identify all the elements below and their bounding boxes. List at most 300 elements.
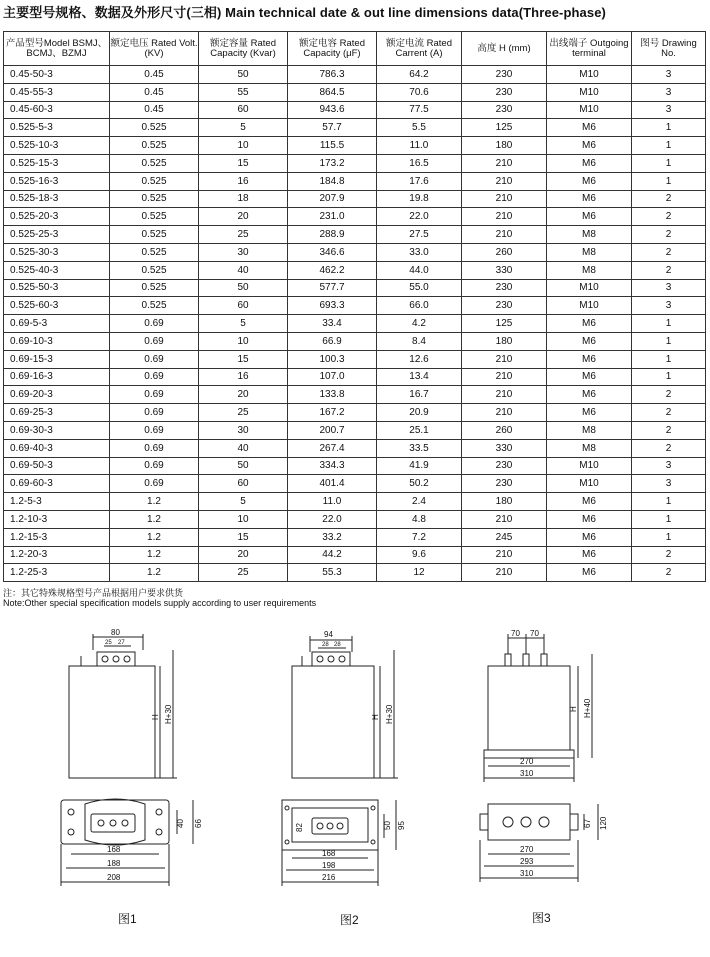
table-cell: 55.3 — [288, 564, 377, 582]
table-cell: 4.8 — [377, 510, 462, 528]
table-row — [4, 226, 706, 244]
table-cell: 20 — [199, 546, 288, 564]
table-cell: 0.525-16-3 — [4, 172, 110, 190]
table-cell: M10 — [547, 279, 632, 297]
table-cell: 210 — [462, 190, 547, 208]
table-cell: 0.525-15-3 — [4, 154, 110, 172]
table-cell: 115.5 — [288, 137, 377, 155]
table-cell: 0.69-20-3 — [4, 386, 110, 404]
table-cell: 60 — [199, 297, 288, 315]
table-cell: 0.45 — [110, 101, 199, 119]
fig2-dim-height: H — [371, 714, 380, 720]
table-cell: 3 — [632, 475, 706, 493]
table-cell: M6 — [547, 332, 632, 350]
table-cell: 2 — [632, 421, 706, 439]
table-row — [4, 564, 706, 582]
note-cn: 注：其它特殊规格型号产品根据用户要求供货 — [3, 588, 184, 598]
table-cell: 210 — [462, 404, 547, 422]
table-cell: M10 — [547, 457, 632, 475]
table-cell: 19.8 — [377, 190, 462, 208]
table-cell: 1.2-10-3 — [4, 510, 110, 528]
table-cell: 210 — [462, 172, 547, 190]
table-cell: M8 — [547, 226, 632, 244]
table-cell: 2 — [632, 226, 706, 244]
table-cell: 0.69 — [110, 386, 199, 404]
table-cell: 2 — [632, 386, 706, 404]
table-cell: 60 — [199, 101, 288, 119]
table-cell: 11.0 — [377, 137, 462, 155]
table-cell: 20 — [199, 386, 288, 404]
table-cell: 2 — [632, 261, 706, 279]
table-cell: 462.2 — [288, 261, 377, 279]
table-cell: 0.69 — [110, 421, 199, 439]
note-en: Note:Other special specification models supply according to user requirements — [3, 598, 317, 608]
fig1-dim-height: H — [151, 714, 160, 720]
table-cell: 125 — [462, 119, 547, 137]
table-cell: 66.9 — [288, 332, 377, 350]
table-cell: 1.2 — [110, 564, 199, 582]
table-cell: 13.4 — [377, 368, 462, 386]
table-row — [4, 297, 706, 315]
table-cell: 50 — [199, 279, 288, 297]
fig3-dim-w3: 310 — [520, 869, 534, 878]
table-cell: 180 — [462, 493, 547, 511]
table-row — [4, 350, 706, 368]
table-cell: 16.7 — [377, 386, 462, 404]
table-cell: M6 — [547, 350, 632, 368]
table-cell: 33.5 — [377, 439, 462, 457]
table-cell: 60 — [199, 475, 288, 493]
table-cell: 230 — [462, 83, 547, 101]
table-cell: 1 — [632, 315, 706, 333]
table-cell: 10 — [199, 137, 288, 155]
table-row — [4, 439, 706, 457]
fig1-dim-w3: 208 — [107, 873, 121, 882]
table-cell: 1 — [632, 350, 706, 368]
fig1-dim-top-width: 80 — [111, 628, 120, 637]
table-cell: 334.3 — [288, 457, 377, 475]
table-cell: 3 — [632, 66, 706, 84]
table-cell: M6 — [547, 386, 632, 404]
table-cell: 1 — [632, 119, 706, 137]
table-cell: M6 — [547, 564, 632, 582]
table-cell: 230 — [462, 66, 547, 84]
table-cell: 18 — [199, 190, 288, 208]
table-cell: 2.4 — [377, 493, 462, 511]
table-cell: 260 — [462, 421, 547, 439]
table-cell: 17.6 — [377, 172, 462, 190]
table-row — [4, 546, 706, 564]
table-row — [4, 368, 706, 386]
table-cell: 1 — [632, 528, 706, 546]
table-cell: 1.2 — [110, 546, 199, 564]
table-cell: 0.45 — [110, 66, 199, 84]
table-cell: 40 — [199, 439, 288, 457]
table-cell: 0.525 — [110, 297, 199, 315]
table-cell: 12 — [377, 564, 462, 582]
table-cell: 27.5 — [377, 226, 462, 244]
table-cell: 3 — [632, 101, 706, 119]
table-cell: 20 — [199, 208, 288, 226]
table-cell: 5.5 — [377, 119, 462, 137]
table-cell: 0.525-40-3 — [4, 261, 110, 279]
table-cell: M10 — [547, 66, 632, 84]
fig3-dim-w1: 270 — [520, 845, 534, 854]
fig2-dim-term-a: 28 — [322, 642, 329, 648]
table-row — [4, 315, 706, 333]
table-row — [4, 243, 706, 261]
table-cell: 0.69 — [110, 368, 199, 386]
fig2-dim-mount-outer: 95 — [397, 821, 406, 830]
table-cell: 245 — [462, 528, 547, 546]
table-cell: 1.2-15-3 — [4, 528, 110, 546]
table-cell: M6 — [547, 368, 632, 386]
table-cell: 77.5 — [377, 101, 462, 119]
table-cell: 0.69 — [110, 404, 199, 422]
table-cell: 50 — [199, 66, 288, 84]
fig3-dim-mount-outer: 120 — [599, 816, 608, 830]
table-cell: M8 — [547, 261, 632, 279]
table-cell: 100.3 — [288, 350, 377, 368]
table-cell: 1 — [632, 510, 706, 528]
table-cell: 2 — [632, 404, 706, 422]
table-cell: 0.69-10-3 — [4, 332, 110, 350]
table-cell: 0.45-55-3 — [4, 83, 110, 101]
table-cell: 0.525-5-3 — [4, 119, 110, 137]
table-cell: 2 — [632, 208, 706, 226]
table-cell: 0.525 — [110, 119, 199, 137]
table-cell: 230 — [462, 297, 547, 315]
table-cell: 7.2 — [377, 528, 462, 546]
column-header: 额定电压 Rated Volt. (KV) — [110, 32, 199, 66]
table-cell: 210 — [462, 546, 547, 564]
table-cell: 167.2 — [288, 404, 377, 422]
table-row — [4, 190, 706, 208]
table-cell: 1 — [632, 154, 706, 172]
fig3-diagram — [478, 628, 638, 893]
fig1-dim-w1: 168 — [107, 845, 121, 854]
table-cell: 0.69-40-3 — [4, 439, 110, 457]
fig1-dim-mount-inner: 40 — [176, 819, 185, 828]
table-cell: 3 — [632, 279, 706, 297]
table-cell: 8.4 — [377, 332, 462, 350]
table-cell: 44.2 — [288, 546, 377, 564]
table-cell: 288.9 — [288, 226, 377, 244]
table-cell: 10 — [199, 510, 288, 528]
spec-table — [3, 31, 706, 582]
drawing-fig3 — [478, 628, 638, 925]
fig1-dim-w2: 188 — [107, 859, 121, 868]
fig3-dim-w2: 293 — [520, 857, 534, 866]
column-header: 高度 H (mm) — [462, 32, 547, 66]
table-cell: 577.7 — [288, 279, 377, 297]
table-cell: 30 — [199, 243, 288, 261]
table-cell: M10 — [547, 83, 632, 101]
table-cell: 0.525 — [110, 243, 199, 261]
table-cell: 0.69-50-3 — [4, 457, 110, 475]
fig1-label: 图1 — [118, 912, 137, 926]
fig2-dim-w3: 216 — [322, 873, 336, 882]
table-cell: 230 — [462, 279, 547, 297]
table-cell: 1 — [632, 172, 706, 190]
table-cell: M8 — [547, 439, 632, 457]
table-cell: 0.525-60-3 — [4, 297, 110, 315]
table-cell: 12.6 — [377, 350, 462, 368]
table-cell: 5 — [199, 119, 288, 137]
fig2-dim-top-width: 94 — [324, 630, 333, 639]
table-cell: M6 — [547, 190, 632, 208]
column-header: 额定电容 Rated Capacity (μF) — [288, 32, 377, 66]
table-cell: 200.7 — [288, 421, 377, 439]
table-cell: M6 — [547, 528, 632, 546]
table-row — [4, 172, 706, 190]
table-row — [4, 457, 706, 475]
table-row — [4, 279, 706, 297]
table-cell: 0.525-50-3 — [4, 279, 110, 297]
table-cell: 0.69 — [110, 315, 199, 333]
fig2-dim-mount-inner: 50 — [383, 821, 392, 830]
table-row — [4, 493, 706, 511]
table-cell: 30 — [199, 421, 288, 439]
table-cell: 25 — [199, 226, 288, 244]
table-row — [4, 83, 706, 101]
drawing-fig1 — [55, 628, 215, 926]
fig3-dim-front-b: 310 — [520, 769, 534, 778]
table-cell: 1 — [632, 137, 706, 155]
fig2-dim-height-total: H+30 — [385, 704, 394, 724]
table-cell: 41.9 — [377, 457, 462, 475]
table-cell: 50.2 — [377, 475, 462, 493]
column-header: 额定电流 Rated Carrent (A) — [377, 32, 462, 66]
table-cell: M6 — [547, 208, 632, 226]
table-cell: 210 — [462, 226, 547, 244]
table-cell: 173.2 — [288, 154, 377, 172]
table-cell: 0.525 — [110, 208, 199, 226]
table-cell: 64.2 — [377, 66, 462, 84]
page-title: 主要型号规格、数据及外形尺寸(三相) Main technical date & out line dimensions data(Three-phase) — [3, 5, 606, 20]
table-cell: 25.1 — [377, 421, 462, 439]
fig2-dim-term-b: 28 — [334, 642, 341, 648]
table-cell: 125 — [462, 315, 547, 333]
table-cell: 10 — [199, 332, 288, 350]
table-cell: 133.8 — [288, 386, 377, 404]
table-cell: 15 — [199, 350, 288, 368]
fig1-dim-height-total: H+30 — [164, 704, 173, 724]
fig2-dim-base-left: 82 — [295, 823, 304, 832]
table-row — [4, 208, 706, 226]
table-cell: M10 — [547, 475, 632, 493]
table-cell: 44.0 — [377, 261, 462, 279]
table-cell: M6 — [547, 404, 632, 422]
table-cell: 9.6 — [377, 546, 462, 564]
fig3-dim-front-a: 270 — [520, 757, 534, 766]
table-cell: 2 — [632, 439, 706, 457]
table-cell: 16 — [199, 172, 288, 190]
table-cell: 3 — [632, 297, 706, 315]
table-cell: 0.525 — [110, 154, 199, 172]
table-cell: 267.4 — [288, 439, 377, 457]
table-cell: 180 — [462, 332, 547, 350]
table-cell: M6 — [547, 137, 632, 155]
table-cell: 0.69-30-3 — [4, 421, 110, 439]
table-cell: 0.525 — [110, 226, 199, 244]
table-cell: 0.525 — [110, 137, 199, 155]
table-cell: 210 — [462, 564, 547, 582]
table-cell: 693.3 — [288, 297, 377, 315]
table-cell: 184.8 — [288, 172, 377, 190]
table-cell: 16 — [199, 368, 288, 386]
table-cell: 22.0 — [377, 208, 462, 226]
spec-table-header — [4, 32, 706, 66]
table-cell: 1.2-25-3 — [4, 564, 110, 582]
table-cell: M6 — [547, 510, 632, 528]
table-cell: 15 — [199, 154, 288, 172]
table-cell: 1.2-5-3 — [4, 493, 110, 511]
table-cell: 66.0 — [377, 297, 462, 315]
fig3-dim-height-total: H+40 — [583, 698, 592, 718]
table-row — [4, 386, 706, 404]
spec-table-body — [4, 66, 706, 582]
table-cell: 2 — [632, 564, 706, 582]
table-cell: 22.0 — [288, 510, 377, 528]
fig2-dim-w1: 168 — [322, 849, 336, 858]
table-cell: 401.4 — [288, 475, 377, 493]
table-cell: M6 — [547, 172, 632, 190]
table-cell: 864.5 — [288, 83, 377, 101]
table-row — [4, 119, 706, 137]
table-cell: M8 — [547, 421, 632, 439]
table-cell: 40 — [199, 261, 288, 279]
table-cell: M6 — [547, 493, 632, 511]
table-cell: M6 — [547, 546, 632, 564]
table-row — [4, 421, 706, 439]
table-cell: 210 — [462, 208, 547, 226]
table-cell: 33.4 — [288, 315, 377, 333]
table-cell: 55 — [199, 83, 288, 101]
table-cell: 210 — [462, 350, 547, 368]
table-cell: 0.525-30-3 — [4, 243, 110, 261]
table-cell: M8 — [547, 243, 632, 261]
table-cell: 0.525 — [110, 190, 199, 208]
fig2-diagram — [278, 628, 418, 893]
table-cell: 1.2 — [110, 528, 199, 546]
fig3-dim-mount-inner: 67 — [583, 819, 592, 828]
table-cell: M6 — [547, 315, 632, 333]
table-cell: 5 — [199, 315, 288, 333]
fig1-diagram — [55, 628, 215, 893]
table-cell: 210 — [462, 368, 547, 386]
table-cell: 11.0 — [288, 493, 377, 511]
table-cell: 5 — [199, 493, 288, 511]
table-cell: 0.45-60-3 — [4, 101, 110, 119]
table-cell: M6 — [547, 154, 632, 172]
table-cell: 260 — [462, 243, 547, 261]
table-cell: 1 — [632, 368, 706, 386]
table-cell: 2 — [632, 243, 706, 261]
table-cell: 0.525 — [110, 172, 199, 190]
table-cell: 0.69 — [110, 332, 199, 350]
table-cell: 0.69 — [110, 457, 199, 475]
table-cell: 943.6 — [288, 101, 377, 119]
table-cell: 0.69 — [110, 475, 199, 493]
table-cell: 25 — [199, 564, 288, 582]
table-cell: 0.69-5-3 — [4, 315, 110, 333]
table-cell: 0.45 — [110, 83, 199, 101]
table-row — [4, 404, 706, 422]
table-cell: 16.5 — [377, 154, 462, 172]
table-cell: 0.69-25-3 — [4, 404, 110, 422]
table-cell: 230 — [462, 475, 547, 493]
table-cell: 180 — [462, 137, 547, 155]
table-cell: 107.0 — [288, 368, 377, 386]
table-cell: 330 — [462, 439, 547, 457]
table-cell: 33.0 — [377, 243, 462, 261]
table-cell: M10 — [547, 101, 632, 119]
table-cell: 0.525 — [110, 279, 199, 297]
table-row — [4, 101, 706, 119]
table-cell: 231.0 — [288, 208, 377, 226]
table-cell: 0.525-10-3 — [4, 137, 110, 155]
table-cell: 1.2 — [110, 510, 199, 528]
table-cell: 0.69 — [110, 350, 199, 368]
table-cell: 2 — [632, 546, 706, 564]
table-cell: 210 — [462, 386, 547, 404]
table-cell: 55.0 — [377, 279, 462, 297]
table-cell: M10 — [547, 297, 632, 315]
table-row — [4, 528, 706, 546]
drawing-fig2 — [278, 628, 418, 927]
table-cell: 3 — [632, 83, 706, 101]
column-header: 图号 Drawing No. — [632, 32, 706, 66]
table-cell: 210 — [462, 154, 547, 172]
table-cell: 1 — [632, 493, 706, 511]
fig1-dim-mount-outer: 66 — [194, 819, 203, 828]
table-cell: 230 — [462, 457, 547, 475]
table-cell: 346.6 — [288, 243, 377, 261]
table-cell: 0.525 — [110, 261, 199, 279]
table-cell: 20.9 — [377, 404, 462, 422]
fig2-dim-w2: 198 — [322, 861, 336, 870]
fig2-label: 图2 — [340, 913, 359, 927]
table-cell: 330 — [462, 261, 547, 279]
table-row — [4, 154, 706, 172]
table-cell: 3 — [632, 457, 706, 475]
fig3-dim-term-a: 70 — [511, 629, 520, 638]
table-row — [4, 475, 706, 493]
table-cell: 4.2 — [377, 315, 462, 333]
table-cell: 1.2 — [110, 493, 199, 511]
fig1-dim-term-b: 27 — [118, 640, 125, 646]
table-cell: 0.525-25-3 — [4, 226, 110, 244]
table-cell: 0.69-15-3 — [4, 350, 110, 368]
fig1-dim-term-a: 25 — [105, 640, 112, 646]
table-cell: 230 — [462, 101, 547, 119]
table-row — [4, 66, 706, 84]
table-cell: M6 — [547, 119, 632, 137]
table-cell: 207.9 — [288, 190, 377, 208]
table-cell: 33.2 — [288, 528, 377, 546]
table-cell: 57.7 — [288, 119, 377, 137]
table-row — [4, 261, 706, 279]
table-cell: 0.45-50-3 — [4, 66, 110, 84]
table-cell: 786.3 — [288, 66, 377, 84]
table-cell: 70.6 — [377, 83, 462, 101]
table-cell: 2 — [632, 190, 706, 208]
table-cell: 1.2-20-3 — [4, 546, 110, 564]
column-header: 额定容量 Rated Capacity (Kvar) — [199, 32, 288, 66]
table-cell: 25 — [199, 404, 288, 422]
column-header: 出线端子 Outgoing terminal — [547, 32, 632, 66]
